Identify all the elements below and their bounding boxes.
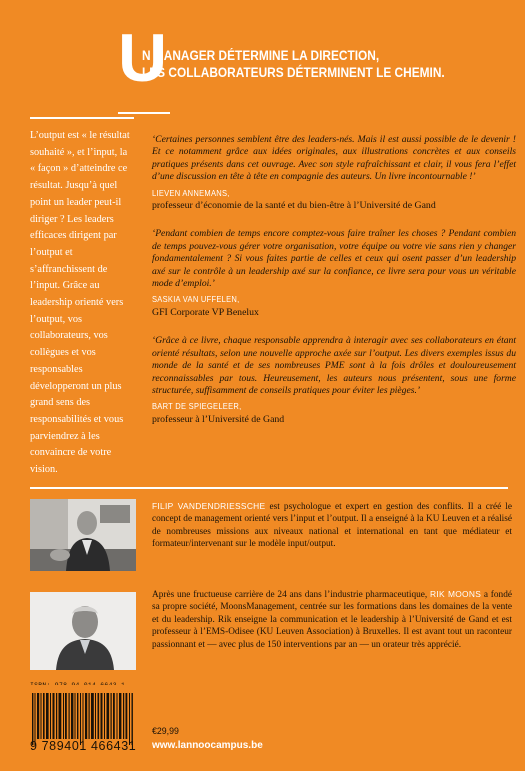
testimonial-role: professeur d’économie de la santé et du bien-être à l’Université de Gand xyxy=(152,200,436,212)
testimonial-role: professeur à l’Université de Gand xyxy=(152,413,285,425)
headline xyxy=(142,47,476,81)
testimonials xyxy=(152,134,516,426)
testimonial-author: LIEVEN ANNEMANS, xyxy=(152,187,230,198)
testimonial-quote: ‘Grâce à ce livre, chaque responsable apprendra à interagir avec ses collaborateurs en étant orienté résultats, selon une nouvelle approche axée sur l’output. Les divers exemples issus du monde de la santé et de ses nombreuses PME sont à la fois drôles et douloureusement reconnaissables par tous. Heureusement, les auteurs nous présentent, sous une forme structurée, suffisamment de conseils pratiques pour éviter les pièges.’ xyxy=(152,335,516,396)
author-name-2: RIK MOONS xyxy=(430,589,482,599)
left-column-divider xyxy=(30,117,134,119)
author-photo-rik xyxy=(30,592,136,670)
barcode-number: 9 789401 466431 xyxy=(30,739,137,753)
publisher-website: www.lannoocampus.be xyxy=(152,740,263,751)
testimonial-author: SASKIA VAN UFFELEN, xyxy=(152,294,240,305)
headline-initial: U xyxy=(118,20,166,96)
section-divider xyxy=(30,487,508,489)
author-bio-2 xyxy=(152,588,512,651)
author-photo-filip xyxy=(30,499,136,571)
price: €29,99 xyxy=(152,726,179,736)
author-bio-1 xyxy=(152,500,512,551)
intro-text: L’output est « le résultat souhaité », et l’input, la « façon » d’atteindre ce résultat. Jusqu’à quel point un leader peut-il diriger ? Les leaders efficaces dirigent par l’output et s’affranchissent de l’input. Grâce au leadership orienté vers l’output, vos collaborateurs, vos collègues et vos responsables développeront un plus grand sens des responsabilités et vous parviendrez à les convaincre de votre vision. xyxy=(30,130,130,476)
headline-line-2: LES COLLABORATEURS DÉTERMINENT LE CHEMIN. xyxy=(142,65,445,80)
testimonial-quote: ‘Certaines personnes semblent être des leaders-nés. Mais il est aussi possible de le devenir ! Et ce notamment grâce aux idées originales, aux illustrations concrètes et aux conseils pratiques présents dans cet ouvrage. Avec son style rafraîchissant et clair, il vous fera l’effet d’une discussion en tête à tête en compagnie des auteurs. Un livre incontournable !’ xyxy=(152,134,516,183)
author-bio-2-text: a fondé sa propre société, MoonsManagement, centrée sur les formations dans les domaines de la vente et du leadership. Rik enseigne la communication et le leadership à l’Université de Gand et est professeur à l’EMS-Odisee (KU Leuven Association) à Bruxelles. Il est avant tout un raconteur passionnant et — avec plus de 150 interventions par an — un orateur très apprécié. xyxy=(152,590,512,650)
testimonial-role: GFI Corporate VP Benelux xyxy=(152,306,259,318)
headline-line-1: N MANAGER DÉTERMINE LA DIRECTION, xyxy=(142,48,380,63)
barcode xyxy=(30,685,136,745)
author-bio-1-text: est psychologue et expert en gestion des conflits. Il a créé le concept de management orienté vers l’input et l’output. Il a enseigné à la KU Leuven et a réalisé de nombreuses missions aux niveaux national et international en tant que médiateur et formateur/intervenant sur le modèle input/output. xyxy=(152,502,512,550)
testimonial-quote: ‘Pendant combien de temps encore comptez-vous faire traîner les choses ? Pendant combien de temps pouvez-vous gérer votre organisation, votre équipe ou votre vie sans rien y changer fondamentalement ? Si vous faites partie de celles et ceux qui osent passer d’un leadership axé sur le contrôle à un leadership axé sur la confiance, ce livre sera pour vous un véritable mode d’emploi.’ xyxy=(152,228,516,290)
author-bio-2-intro: Après une fructueuse carrière de 24 ans dans l’industrie pharmaceutique, xyxy=(152,590,431,600)
author-name-1: FILIP VANDENDRIESSCHE xyxy=(152,501,266,511)
headline-divider xyxy=(118,112,170,114)
testimonial-author: BART DE SPIEGELEER, xyxy=(152,401,242,412)
